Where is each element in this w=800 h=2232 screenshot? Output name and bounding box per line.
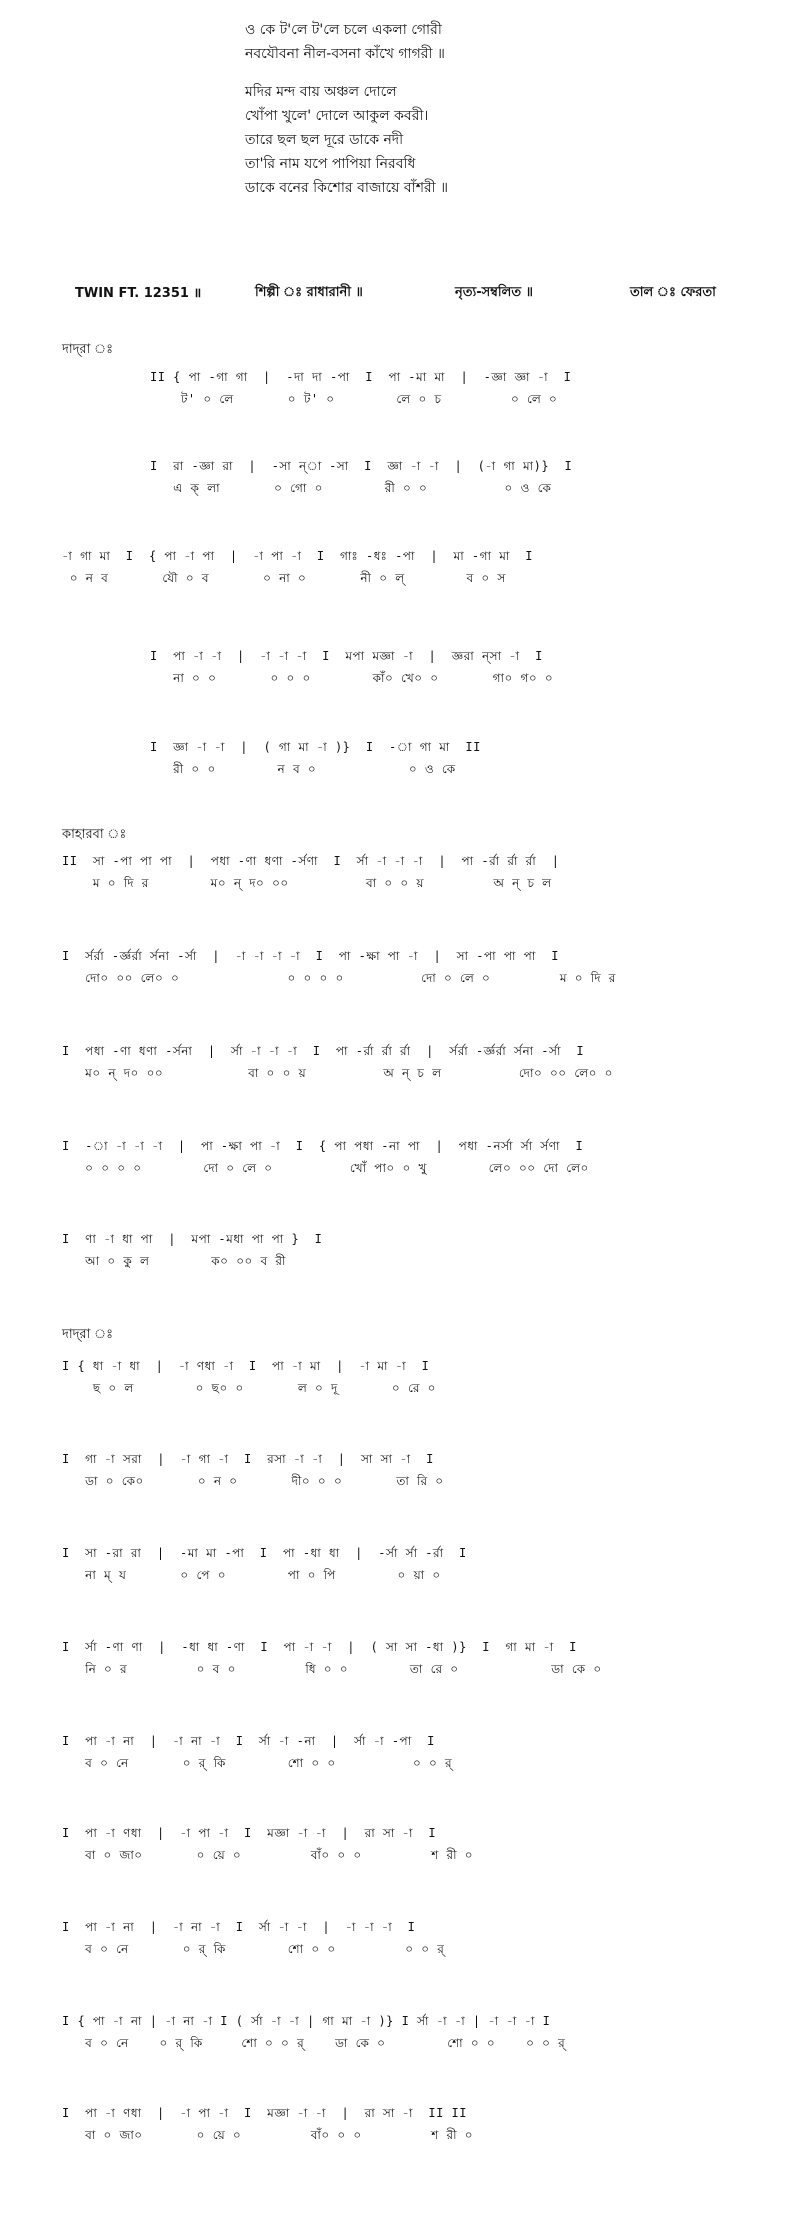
record-catalog: TWIN FT. 12351 ॥	[75, 286, 202, 301]
section-heading-dadra: দাদ্‌রা ঃ	[62, 1327, 114, 1342]
swar-line: I { ধা -া ধা | -া ণধা -া I পা -া মা | -া মা -া I	[62, 1359, 430, 1373]
lyric-line: খোঁপা খুলে' দোলে আকুল কবরী।	[245, 108, 429, 124]
notation-row	[150, 645, 553, 689]
swar-line: II { পা -গা গা | -দা দা -পা I পা -মা মা | -জ্ঞা জ্ঞা -া I	[150, 370, 572, 384]
swar-line: I পা -া ণধা | -া পা -া I মজ্ঞা -া -া | রা সা -া I	[62, 1826, 437, 1840]
swar-line: I জ্ঞা -া -া | ( গা মা -া )} I -া গা মা II	[150, 740, 481, 754]
record-info	[0, 283, 800, 305]
notation-row	[62, 1542, 467, 1586]
bani-line: না ম্‌ য ০ পে ০ পা ০ পি ০ য়া ০	[62, 1568, 441, 1582]
swar-line: -া গা মা I { পা -া পা | -া পা -া I গাঃ -ধঃ -পা | মা -গা মা I	[62, 549, 534, 563]
notation-row	[62, 1228, 322, 1272]
swar-line: I পা -া না | -া না -া I র্সা -া -না | র্সা -া -পা I	[62, 1734, 435, 1748]
bani-line: না ০ ০ ০ ০ ০ কাঁ০ খে০ ০ গা০ গ০ ০	[150, 671, 554, 685]
section-heading-kaharba: কাহারবা ঃ	[62, 827, 127, 842]
record-type: নৃত্য-সম্বলিত ॥	[455, 285, 533, 300]
swar-line: I ণা -া ধা পা | মপা -মধা পা পা } I	[62, 1232, 323, 1246]
swar-line: I র্সর্রা -র্জ্ঞর্রা র্সনা -র্সা | -া -া -া -া I পা -ক্ষা পা -া | সা -পা পা পা I	[62, 949, 559, 963]
bani-line: ব ০ নে ০ র্‌ কি শো ০ ০ ০ ০ র্‌	[85, 1942, 445, 1956]
swar-line: I পধা -ণা ধণা -র্সনা | র্সা -া -া -া I পা -র্রা র্রা র্রা | র্সর্রা -র্জ্ঞর্রা র্সনা -র্সা I	[62, 1044, 585, 1058]
bani-line: এ ক্‌ লা ০ গো ০ রী ০ ০ ০ ও কে	[150, 481, 552, 495]
lyric-line: তারে ছল ছল দূরে ডাকে নদী	[245, 132, 404, 148]
bani-line: ম০ ন্‌ দ০ ০০ বা ০ ০ য় অ ন্‌ চ ল দো০ ০০ লে০ ০	[62, 1066, 613, 1080]
swar-line: I -া -া -া -া | পা -ক্ষা পা -া I { পা পধা -না পা | পধা -নর্সা র্সা র্সণা I	[62, 1139, 584, 1153]
notation-row	[150, 366, 571, 410]
bani-line: ডা ০ কে০ ০ ন ০ দী০ ০ ০ তা রি ০	[62, 1474, 444, 1488]
swar-line: I সা -রা রা | -মা মা -পা I পা -ধা ধা | -র্সা র্সা -র্রা I	[62, 1546, 467, 1560]
notation-row	[62, 1448, 444, 1492]
section-heading-dadra: দাদ্‌রা ঃ	[62, 342, 114, 357]
notation-row	[62, 2102, 473, 2146]
lyric-line: ডাকে বনের কিশোর বাজায়ে বাঁশরী ॥	[245, 180, 449, 196]
artist-name: শিল্পী ঃ রাধারানী ॥	[255, 285, 363, 300]
notation-row	[150, 736, 481, 780]
bani-line: আ ০ কু ল ক০ ০০ ব রী	[62, 1254, 286, 1268]
lyric-line: মদির মন্দ বায় অঞ্চল দোলে	[245, 84, 397, 100]
bani-line: রী ০ ০ ন ব ০ ০ ও কে	[150, 762, 456, 776]
notation-row	[62, 545, 533, 589]
notation-row	[62, 2010, 565, 2054]
swar-line: I পা -া -া | -া -া -া I মপা মজ্ঞা -া | জ্ঞরা ন্‌সা -া I	[150, 649, 543, 663]
bani-line: দো০ ০০ লে০ ০ ০ ০ ০ ০ দো ০ লে ০ ম ০ দি র	[62, 971, 616, 985]
bani-line: ০ ন ব যৌ ০ ব ০ না ০ নী ০ ল্‌ ব ০ স	[62, 571, 506, 585]
swar-line: I রা -জ্ঞা রা | -সা ন্‌া -সা I জ্ঞা -া -া | (-া গা মা)} I	[150, 459, 573, 473]
bani-line: ০ ০ ০ ০ দো ০ লে ০ খোঁ পা০ ০ খু লে০ ০০ দো লে০	[62, 1161, 589, 1175]
lyric-line: নবযৌবনা নীল-বসনা কাঁখে গাগরী ॥	[245, 46, 445, 62]
bani-line: ব ০ নে ০ র্‌ কি শো ০ ০ ০ ০ র্‌	[85, 1756, 453, 1770]
notation-row	[62, 1355, 436, 1399]
notation-row	[62, 850, 559, 894]
swar-line: I { পা -া না | -া না -া I ( র্সা -া -া | গা মা -া )} I র্সা -া -া | -া -া -া I	[62, 2014, 551, 2028]
swar-line: I পা -া না | -া না -া I র্সা -া -া | -া -া -া I	[62, 1920, 416, 1934]
swar-line: I র্সা -ণা ণা | -ধা ধা -ণা I পা -া -া | ( সা সা -ধা )} I গা মা -া I	[62, 1640, 577, 1654]
swar-line: I পা -া ণধা | -া পা -া I মজ্ঞা -া -া | রা সা -া II II	[62, 2106, 468, 2120]
notation-row	[150, 455, 572, 499]
swar-line: II সা -পা পা পা | পধা -ণা ধণা -র্সণা I র্সা -া -া -া | পা -র্রা র্রা র্রা |	[62, 854, 560, 868]
taal-name: তাল ঃ ফেরতা	[630, 285, 716, 300]
bani-line: বা ০ জা০ ০ য়ে ০ বাঁ০ ০ ০ শ রী ০	[62, 1848, 474, 1862]
notation-row	[62, 1135, 589, 1179]
notation-row	[62, 1916, 444, 1960]
bani-line: ছ ০ ল ০ ছ০ ০ ল ০ দূ ০ রে ০	[62, 1381, 436, 1395]
swar-line: I গা -া সরা | -া গা -া I রসা -া -া | সা সা -া I	[62, 1452, 434, 1466]
bani-line: বা ০ জা০ ০ য়ে ০ বাঁ০ ০ ০ শ রী ০	[62, 2128, 474, 2142]
bani-line: ট' ০ লে ০ ট' ০ লে ০ চ ০ লে ০	[150, 392, 558, 406]
notation-row	[62, 1636, 602, 1680]
lyric-line: ও কে ট'লে ট'লে চলে একলা গোরী	[245, 22, 442, 38]
song-lyrics	[245, 18, 448, 200]
notation-row	[62, 945, 616, 989]
bani-line: ব ০ নে ০ র্‌ কি শো ০ ০ র্‌ ডা কে ০ শো ০ ০ ০ ০ র্‌	[85, 2036, 566, 2050]
bani-line: নি ০ র ০ ব ০ ধি ০ ০ তা রে ০ ডা কে ০	[62, 1662, 602, 1676]
notation-row	[62, 1822, 473, 1866]
notation-row	[62, 1730, 452, 1774]
lyric-line: তা'রি নাম যপে পাপিয়া নিরবধি	[245, 156, 416, 172]
bani-line: ম ০ দি র ম০ ন্‌ দ০ ০০ বা ০ ০ য় অ ন্‌ চ ল	[62, 876, 552, 890]
notation-row	[62, 1040, 613, 1084]
